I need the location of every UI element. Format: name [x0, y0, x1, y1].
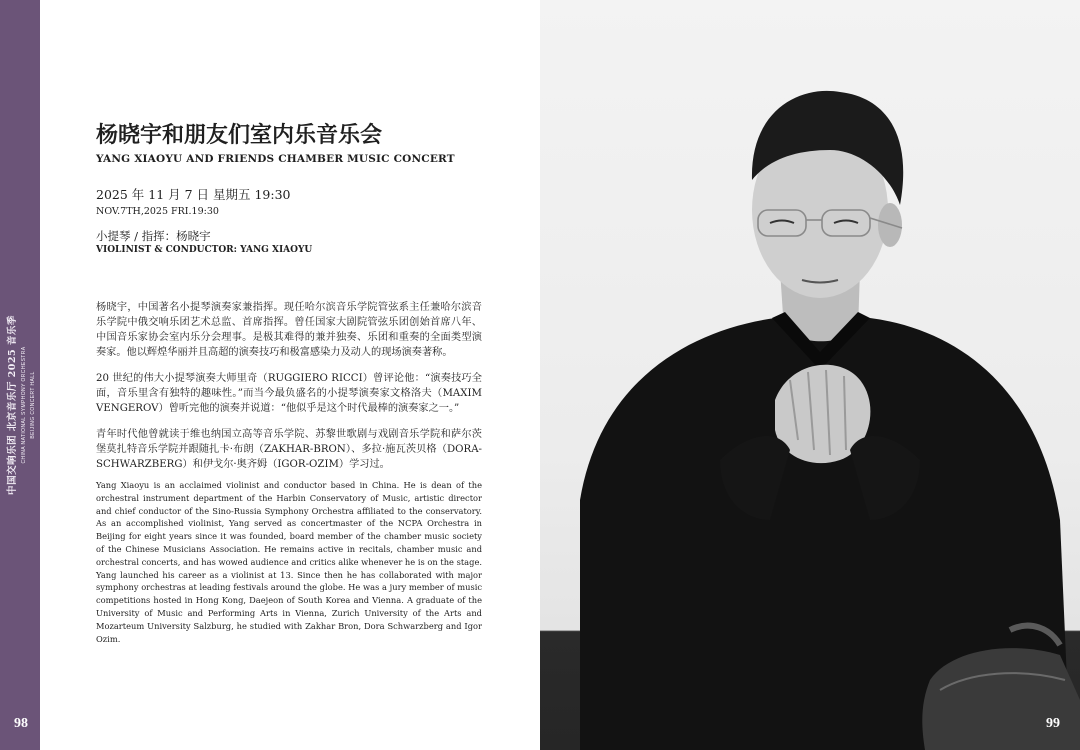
spine-vertical-text: [4, 315, 36, 495]
biography-en: Yang Xiaoyu is an acclaimed violinist and conductor based in China. He is dean of the orchestral instrument department of the Harbin Conservatory of Music, artistic director and chief conductor of the Sino-Russia Symphony Orchestra affiliated to the conservatory. As an accomplished violinist, Yang served as concertmaster of the NCPA Orchestra in Beijing for eight years since it was founded, board member of the chamber music society of the Chinese Musicians Association. He remains active in recitals, chamber music and orchestral concerts, and has wowed audience and critics alike whenever he is on the stage. Yang launched his career as a violinist at 13. Since then he has collaborated with major symphony orchestras at leading festivals around the globe. He was a jury member of music competitions hosted in Hong Kong, Daejeon of South Korea and Vienna. A graduate of the University of Music and Performing Arts in Vienna, Zurich University of the Arts and Mozarteum University Salzburg, he studied with Zakhar Bron, Dora Schwarzberg and Igor Ozim.: [96, 480, 482, 644]
performer-role-en: VIOLINIST & CONDUCTOR: YANG XIAOYU: [96, 245, 313, 255]
concert-title-cn: 杨晓宇和朋友们室内乐音乐会: [96, 122, 383, 148]
page-number-right: 99: [1046, 716, 1060, 731]
spine-title-cn: 中国交响乐团 北京音乐厅 2025 音乐季: [7, 315, 18, 495]
concert-title-en: YANG XIAOYU AND FRIENDS CHAMBER MUSIC CONCERT: [96, 153, 455, 165]
bio-cn-paragraph-2: 20 世纪的伟大小提琴演奏大师里奇（RUGGIERO RICCI）曾评论他：“演奏技巧全面，音乐里含有独特的趣味性。”而当今最负盛名的小提琴演奏家文格洛夫（MAXIM VENGEROV）曾听完他的演奏并说道：“他似乎是这个时代最棒的演奏家之一。”: [96, 373, 482, 414]
spine-band: [0, 0, 40, 750]
spine-title-en-2: BEIJING CONCERT HALL: [30, 371, 36, 439]
bio-cn-paragraph-1: 杨晓宇，中国著名小提琴演奏家兼指挥。现任哈尔滨音乐学院管弦系主任兼哈尔滨音乐学院中俄交响乐团艺术总监、首席指挥。曾任国家大剧院管弦乐团创始首席八年、中国音乐家协会室内乐分会理事。是极其难得的兼并独奏、乐团和重奏的全面类型演奏家。他以辉煌华丽并且高超的演奏技巧和极富感染力及动人的现场演奏著称。: [96, 302, 482, 358]
page-number-left: 98: [14, 716, 28, 731]
portrait-illustration: [540, 0, 1080, 750]
concert-date-en: NOV.7TH,2025 FRI.19:30: [96, 206, 219, 217]
concert-date-cn: 2025 年 11 月 7 日 星期五 19:30: [96, 187, 291, 202]
portrait-photo: [540, 0, 1080, 750]
spine-title-en-1: CHINA NATIONAL SYMPHONY ORCHESTRA: [21, 346, 27, 464]
performer-role-cn: 小提琴 / 指挥：杨晓宇: [96, 229, 211, 243]
biography-cn: [96, 300, 482, 483]
bio-cn-paragraph-3: 青年时代他曾就读于维也纳国立高等音乐学院、苏黎世歌剧与戏剧音乐学院和萨尔茨堡莫扎特音乐学院并跟随扎卡·布朗（ZAKHAR-BRON）、多拉·施瓦茨贝格（DORA-SCHWARZBERG）和伊戈尔·奥齐姆（IGOR-OZIM）学习过。: [96, 429, 482, 470]
